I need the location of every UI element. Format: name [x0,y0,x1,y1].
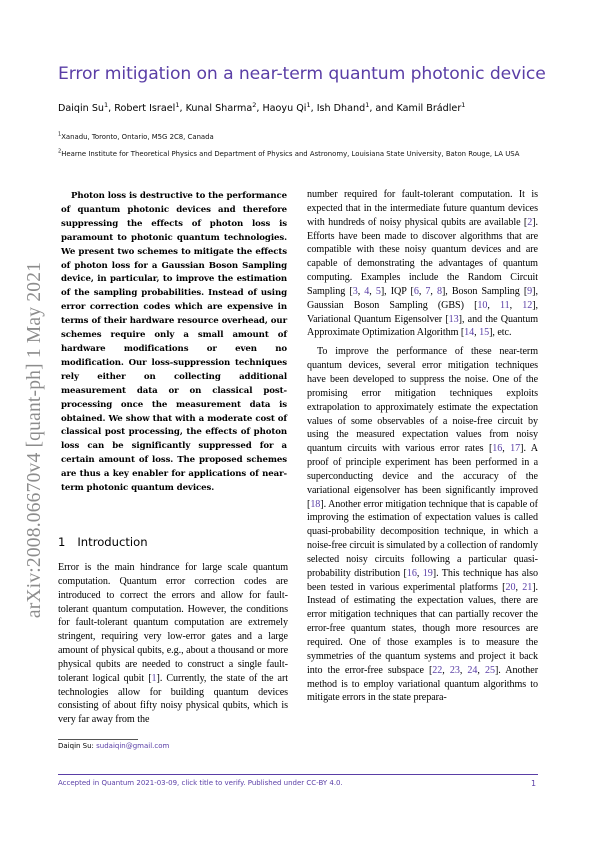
arxiv-identifier-stamp: arXiv:2008.06670v4 [quant-ph] 1 May 2021 [24,261,45,619]
citation-link[interactable]: 8 [436,285,442,297]
page-footer [58,779,343,787]
citation-link[interactable]: 10 [477,299,488,311]
citation-link[interactable]: 16 [492,443,503,455]
affiliation-2 [58,149,548,160]
accepted-label: Accepted in [58,779,100,787]
citation-link[interactable]: 12 [522,299,533,311]
page-number: 1 [531,779,537,788]
affiliation-text: Xanadu, Toronto, Ontario, M5G 2C8, Canada [61,133,214,141]
citation-link[interactable]: 21 [522,581,533,593]
affiliation-1 [58,132,548,143]
author-name: Robert Israel [114,103,176,114]
citation-link[interactable]: 6 [413,285,419,297]
author-name: Kamil Brádler [396,103,462,114]
quantum-journal-logo[interactable]: Quantum [101,779,135,787]
footer-rule [58,774,538,775]
citation-link[interactable]: 23 [449,664,460,676]
author-affiliation-mark: 1 [104,100,109,109]
citation-link[interactable]: 20 [505,581,516,593]
author-name: Ish Dhand [316,103,366,114]
author-separator: , and [369,103,397,114]
citation-link[interactable]: 13 [448,313,459,325]
citation-link[interactable]: 2 [527,216,533,228]
author-name: Daiqin Su [58,103,104,114]
corresponding-author-footnote [58,742,169,750]
citation-link[interactable]: 19 [422,567,433,579]
citation-link[interactable]: 18 [310,498,321,510]
author-affiliation-mark: 1 [461,100,466,109]
affiliation-number: 2 [58,148,62,155]
affiliation-number: 1 [58,131,62,138]
citation-link[interactable]: 5 [375,285,381,297]
citation-link[interactable]: 11 [499,299,510,311]
paragraph-error-mitigation: To improve the performance of these near-term quantum devices, several error mitigation techniques have been developed to suppress the noise. One of the promising error mitigation techniques exploits extrapolation to approximately estimate the expectation values of some observables of a noise-free circuit by using the measured expectation values from noisy quantum circuits with various error rates [16, 17]. A proof of principle experiment has been performed in a superconducting device and the accuracy of the variational eigensolver has been significantly improved [18]. Another error mitigation technique that is capable of improving the estimation of expectation values is called quasi-probability decomposition technique, in which a noise-free circuit is simulated by a collection of randomly selected noisy circuits following a particular quasi-probability distribution [16, 19]. This technique has also been tested in various experimental platforms [20, 21]. Instead of estimating the expectation values, there are error mitigation techniques that can partially recover the error-free quantum states, though more resources are required. One of those examples is to measure the symmetries of the quantum systems and project it back into the error-free subspace [22, 23, 24, 25]. Another method is to employ variational quantum algorithms to mitigate errors in the state prepara- [307,346,539,704]
citation-link[interactable]: 7 [425,285,431,297]
footnote-label: Daiqin Su: [58,742,94,750]
author-separator: , [256,103,263,114]
citation-link[interactable]: 4 [364,285,370,297]
citation-link[interactable]: 15 [479,327,490,339]
intro-paragraph: Error is the main hindrance for large scale quantum computation. Quantum error correction codes are introduced to correct the errors and allow for fault-tolerant quantum computation. However, the conditions for fault-tolerant quantum computation are extremely stringent, requiring very low-error gates and a large amount of physical qubits, e.g., about a thousand or more physical qubits are needed to construct a single fault-tolerant logical qubit [1]. Currently, the state of the art technologies allow for building quantum devices consisting of about fifty noisy physical qubits, which is very far away from the [58,562,289,726]
citation-link[interactable]: 24 [467,664,478,676]
author-separator: , [108,103,115,114]
author-email-link[interactable]: sudaiqin@gmail.com [96,742,170,750]
author-affiliation-mark: 1 [175,100,180,109]
paper-title[interactable]: Error mitigation on a near-term quantum photonic device [58,64,546,84]
citation-link[interactable]: 1 [151,672,157,684]
paragraph-continued: number required for fault-tolerant computation. It is expected that in the intermediate future quantum devices with hundreds of noisy physical qubits are available [2]. Efforts have been made to discover algorithms that are compatible with these noisy quantum devices and are capable of demonstrating the advantages of quantum computing. Examples include the Random Circuit Sampling [3, 4, 5], IQP [6, 7, 8], Boson Sampling [9], Gaussian Boson Sampling (GBS) [10, 11, 12], Variational Quantum Eigensolver [13], and the Quantum Approximate Optimization Algorithm [14, 15], etc. [307,189,539,339]
citation-link[interactable]: 3 [352,285,358,297]
author-affiliation-mark: 1 [365,100,370,109]
section-heading [58,535,148,549]
footer-verification-text[interactable]: 2021-03-09, click title to verify. Published under CC-BY 4.0. [136,779,343,787]
author-separator: , [310,103,317,114]
citation-link[interactable]: 22 [432,664,443,676]
author-list [58,100,578,114]
author-affiliation-mark: 1 [306,100,311,109]
affiliation-text: Hearne Institute for Theoretical Physics and Department of Physics and Astronomy, Louisiana State University, Baton Rouge, LA USA [61,150,520,158]
author-name: Haoyu Qi [262,103,307,114]
right-column [307,188,538,705]
citation-link[interactable]: 14 [464,327,475,339]
citation-link[interactable]: 25 [484,664,495,676]
citation-link[interactable]: 9 [527,285,533,297]
citation-link[interactable]: 16 [406,567,417,579]
author-name: Kunal Sharma [185,103,253,114]
citation-link[interactable]: 17 [510,443,521,455]
author-separator: , [179,103,186,114]
section-number: 1 [58,535,66,549]
footnote-rule [58,739,138,740]
section-title: Introduction [77,535,148,549]
abstract: Photon loss is destructive to the performance of quantum photonic devices and therefore suppressing the effects of photon loss is paramount to photonic quantum technologies. We present two schemes to mitigate the effects of photon loss for a Gaussian Boson Sampling device, in particular, to improve the estimation of the sampling probabilities. Instead of using error correction codes which are expensive in terms of their hardware resource overhead, our schemes require only a small amount of hardware modifications or even no modification. Our loss-suppression techniques rely either on collecting additional measurement data or on classical post-processing once the measurement data is obtained. We show that with a moderate cost of classical post processing, the effects of photon loss can be significantly suppressed for a certain amount of loss. The proposed schemes are thus a key enabler for applications of near-term photonic quantum devices. [61,191,287,494]
author-affiliation-mark: 2 [252,100,257,109]
